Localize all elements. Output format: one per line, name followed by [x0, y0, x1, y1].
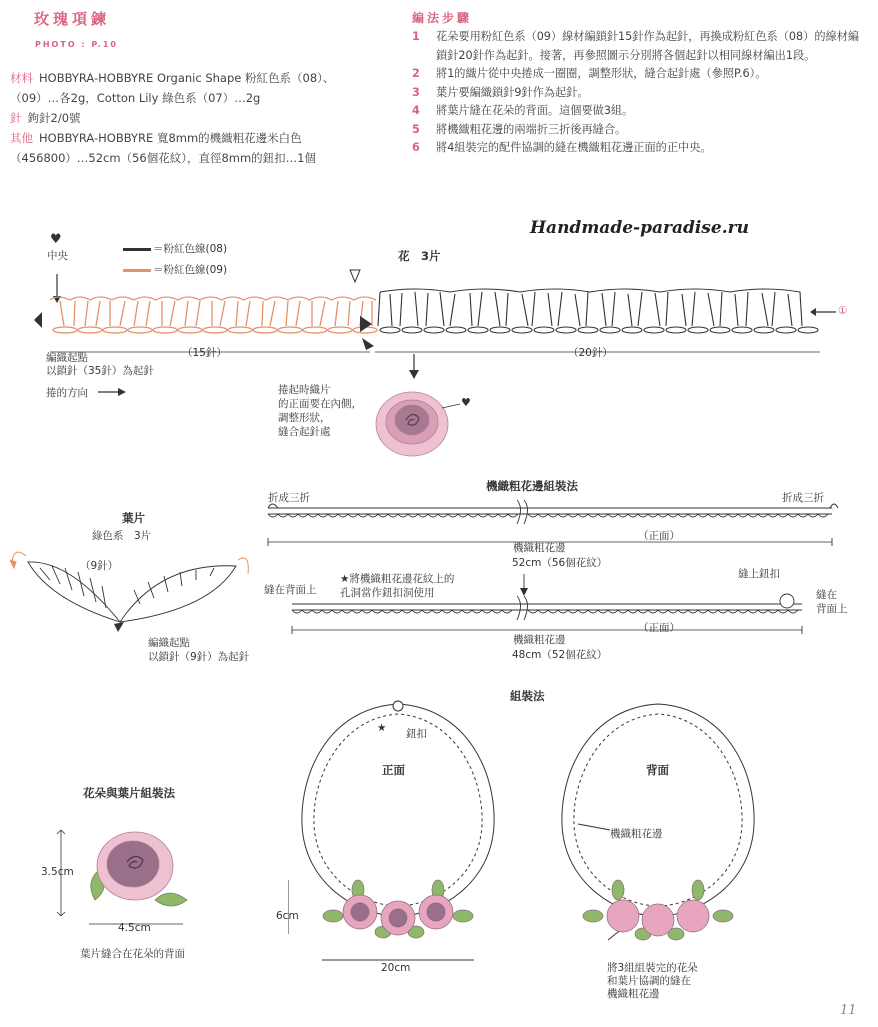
start-note	[46, 352, 154, 378]
needle-line	[10, 108, 370, 128]
count-20: （20針）	[568, 347, 613, 359]
lace-length-1: 52cm（56個花紋）	[512, 557, 608, 569]
flower-leaf-height: 3.5cm	[41, 866, 74, 878]
button-label: 鈕扣	[406, 728, 427, 740]
materials-line	[10, 68, 370, 108]
sew-back-left: 縫在背面上	[264, 584, 317, 596]
step-text: 將1的織片從中央捲成一圈圈，調整形狀，縫合起針處（參照P.6）。	[436, 67, 767, 80]
assembly-note-line: 機織粗花邊	[607, 988, 660, 1000]
flower-leaf-title: 花朵與葉片組裝法	[83, 786, 175, 800]
photo-reference: PHOTO : P.10	[35, 40, 118, 49]
step-number: 5	[412, 122, 420, 136]
star-note	[340, 572, 454, 600]
start-note-1: 編織起點	[46, 352, 88, 364]
needle-label: 針	[10, 111, 22, 125]
back-label: 背面	[646, 763, 669, 777]
front-label-2: （正面）	[638, 622, 680, 634]
roll-note-line: 縫合起針處	[278, 426, 331, 438]
heart-icon: ♥	[461, 396, 471, 409]
page-title: 玫瑰項鍊	[34, 10, 111, 28]
other-line	[10, 128, 370, 168]
rose-illustration	[372, 382, 472, 467]
roll-note	[278, 383, 362, 439]
step-number: 2	[412, 67, 420, 80]
step-text: 將葉片縫在花朵的背面。這個要做3組。	[436, 104, 634, 117]
front-label: 正面	[382, 763, 405, 777]
needle-text: 鉤針2/0號	[27, 111, 81, 125]
legend-08: ＝粉紅色線(08)	[153, 243, 228, 255]
front-label-1: （正面）	[638, 530, 680, 542]
leaf-start-1: 編織起點	[148, 637, 190, 649]
step-5	[412, 121, 867, 140]
flower-leaf-width: 4.5cm	[118, 922, 151, 934]
flower-leaf-note: 葉片縫合在花朵的背面	[80, 948, 185, 960]
watermark: Handmade-paradise.ru	[530, 218, 749, 238]
sew-back-right	[816, 588, 848, 616]
fold-left: 折成三折	[268, 492, 310, 504]
assembly-note-line: 將3組組裝完的花朵	[607, 962, 698, 974]
orange-stitches	[50, 297, 377, 333]
black-stitches	[378, 289, 818, 333]
lace-label: 機織粗花邊	[610, 828, 663, 840]
sew-back-right-2: 背面上	[816, 603, 848, 615]
roll-note-line: 的正面要在內側，	[278, 398, 362, 410]
step-text: 將機織粗花邊的兩端折三折後再縫合。	[436, 122, 627, 136]
down-arrow-icon	[404, 352, 424, 382]
step-3	[412, 84, 867, 103]
leaf-subtitle: 綠色系 3片	[92, 530, 152, 542]
materials-text: HOBBYRA-HOBBYRE Organic Shape 粉紅色系（08）、（09）…各2g，Cotton Lily 綠色系（07）…2g	[10, 71, 335, 105]
roll-note-line: 捲起時織片	[278, 384, 331, 396]
step-text: 花朵要用粉紅色系（09）線材編鎖針15針作為起針，再換成粉紅色系（08）的線材編鎖針20針作為起針。接著，再參照圖示分別將各個起針以相同線材編出1段。	[436, 30, 860, 62]
legend-09: ＝粉紅色線(09)	[153, 264, 228, 276]
step-number: 1	[412, 30, 420, 43]
leaf-start-note	[148, 636, 249, 664]
step-text: 葉片要編織鎖針9針作為起針。	[436, 85, 589, 99]
step-4	[412, 102, 867, 121]
leaf-crochet-chart	[10, 540, 250, 640]
center-label: 中央	[47, 250, 68, 262]
star-note-2: 孔洞當作鈕扣洞使用	[340, 587, 435, 599]
assembly-note	[607, 962, 698, 1001]
star-icon: ★	[377, 722, 387, 734]
lace-name-2: 機織粗花邊	[513, 634, 566, 646]
leaf-start-2: 以鎖針（9針）為起針	[148, 651, 250, 663]
other-text: HOBBYRA-HOBBYRE 寬8mm的機織粗花邊米白色（456800）…52cm（56個花紋），直徑8mm的鈕扣…1個	[10, 131, 316, 165]
step-number: 6	[412, 141, 420, 154]
step-2	[412, 65, 867, 84]
roll-direction: 捲的方向	[46, 387, 88, 399]
leaf-title: 葉片	[122, 511, 145, 525]
materials-label: 材料	[10, 71, 33, 85]
step-text: 將4組裝完的配件協調的縫在機織粗花邊正面的正中央。	[436, 141, 712, 154]
assembly-height: 6cm	[276, 910, 299, 922]
start-note-2: 以鎖針（35針）為起針	[46, 365, 154, 377]
heart-icon: ♥	[50, 232, 62, 247]
circle-1: ①	[838, 305, 848, 317]
sew-button: 縫上鈕扣	[738, 568, 780, 580]
page-number: 11	[840, 1003, 857, 1018]
lace-title: 機織粗花邊組裝法	[486, 479, 578, 493]
flower-title: 花 3片	[398, 249, 441, 263]
fold-right: 折成三折	[782, 492, 824, 504]
step-1	[412, 28, 867, 65]
sew-back-right-1: 縫在	[816, 589, 837, 601]
count-15: （15針）	[182, 347, 227, 359]
steps-title: 編法步驟	[412, 11, 473, 25]
step-6	[412, 139, 867, 158]
lace-name-1: 機織粗花邊	[513, 542, 566, 554]
star-note-1: ★將機織粗花邊花紋上的	[340, 573, 455, 585]
assembly-title: 組裝法	[510, 689, 545, 703]
legend-swatch-08	[123, 248, 151, 251]
steps-list	[412, 28, 867, 158]
step-number: 4	[412, 104, 420, 117]
roll-note-line: 調整形狀，	[278, 412, 331, 424]
lace-length-2: 48cm（52個花紋）	[512, 649, 608, 661]
step-number: 3	[412, 85, 420, 99]
other-label: 其他	[10, 131, 33, 145]
assembly-width: 20cm	[381, 962, 411, 974]
roll-arrow-icon	[98, 388, 128, 396]
assembly-note-line: 和葉片協調的縫在	[607, 975, 691, 987]
necklace-diagram	[288, 694, 778, 964]
leaf-count: （9針）	[80, 560, 119, 572]
